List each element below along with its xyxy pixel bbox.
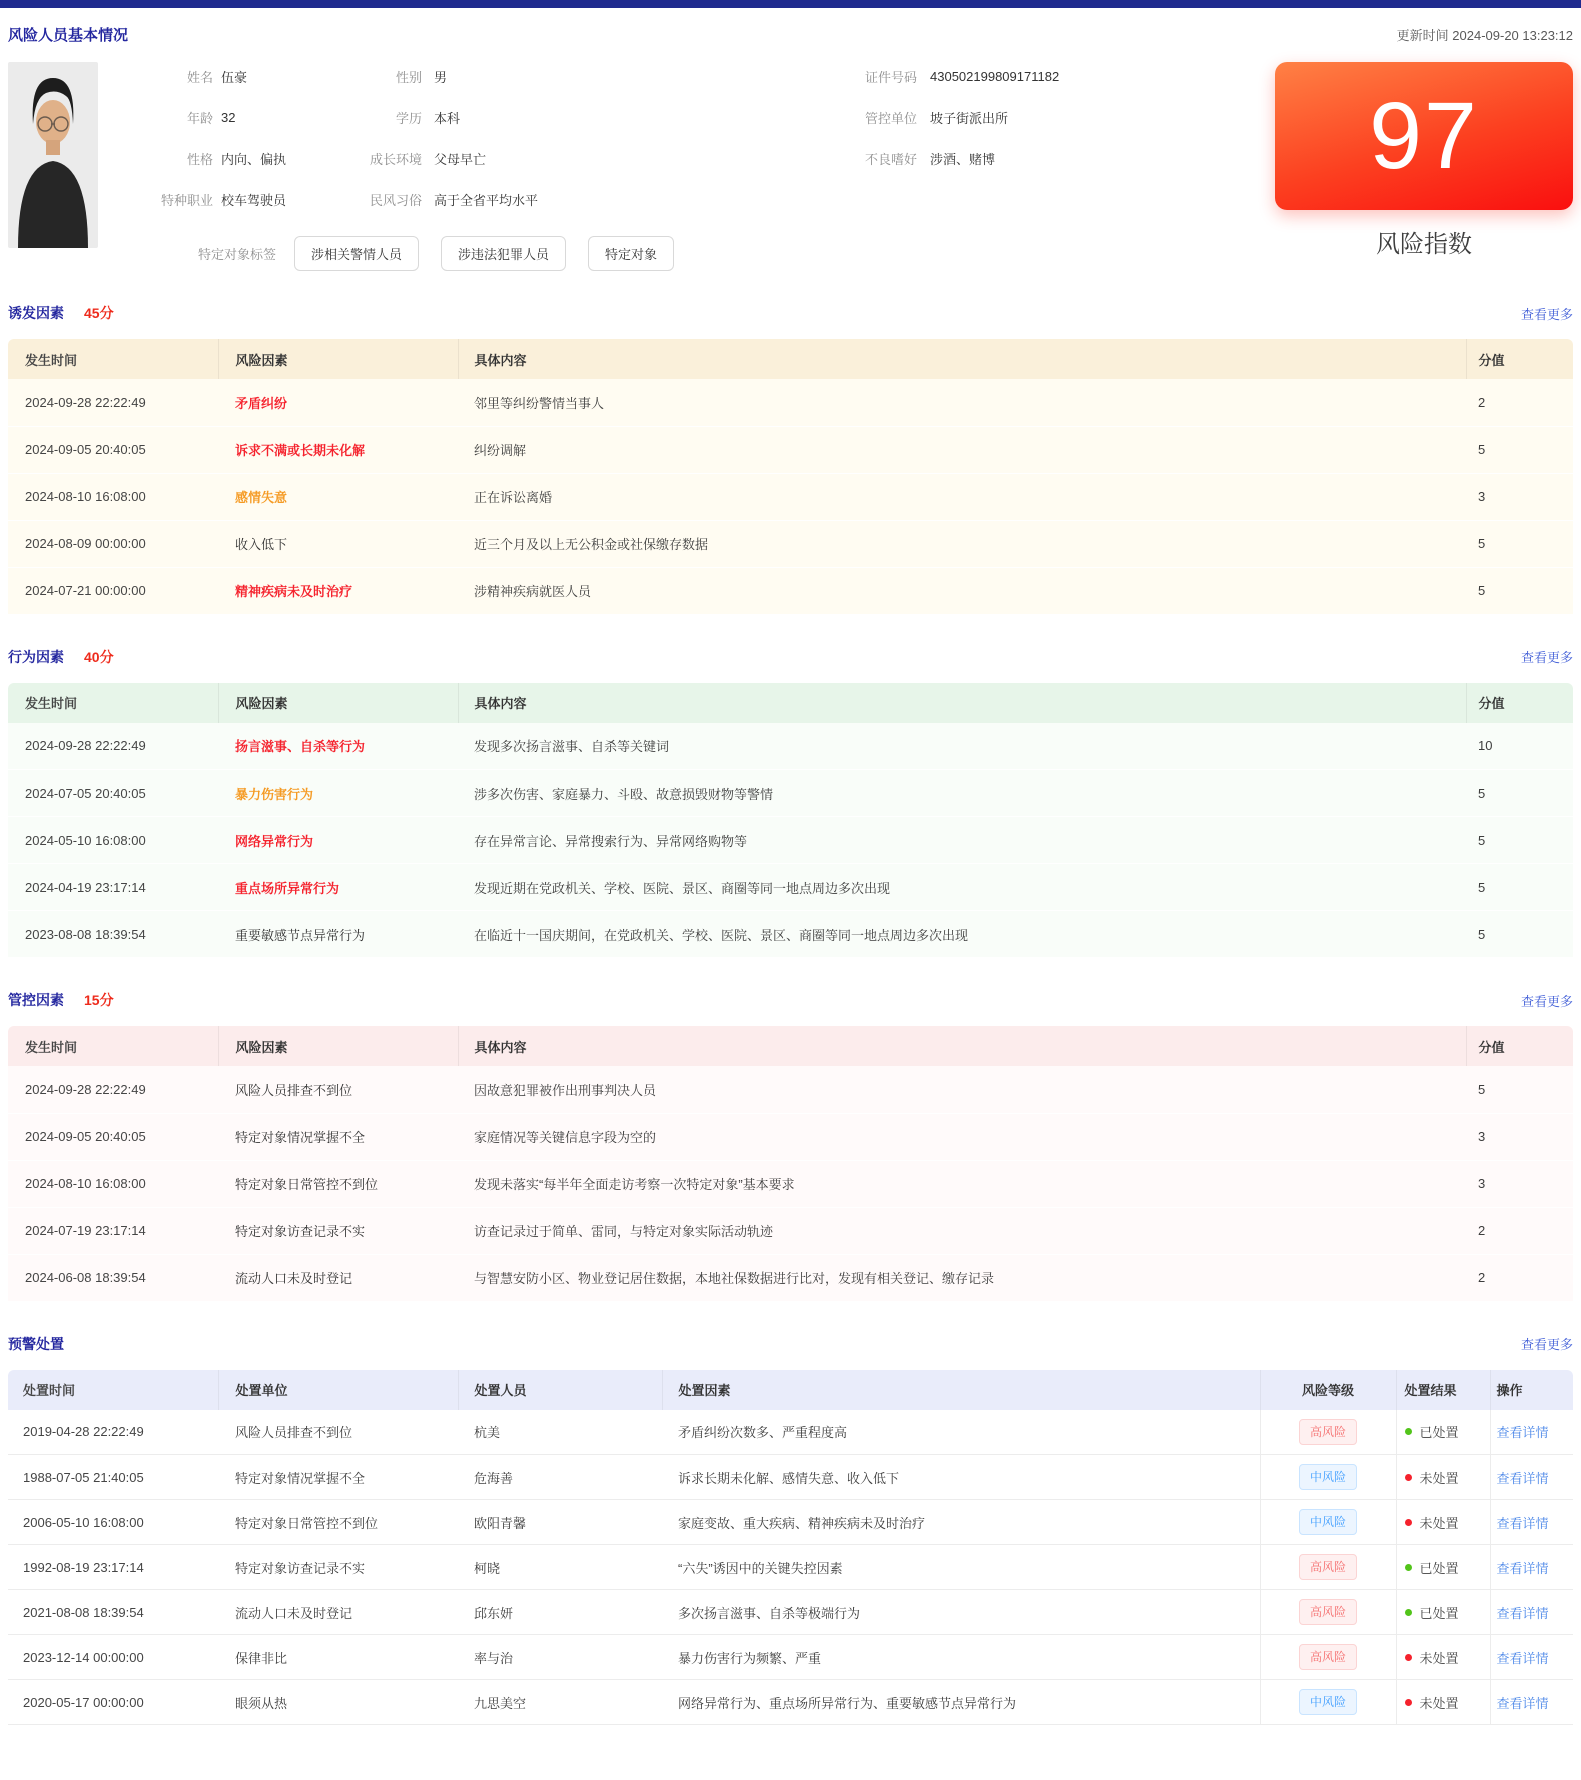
view-more-link[interactable]: 查看更多 — [1520, 306, 1573, 322]
table-row — [8, 817, 1573, 864]
table-row — [8, 426, 1573, 473]
view-detail-link[interactable]: 查看详情 — [1496, 1425, 1549, 1441]
update-time-label: 更新时间 — [1396, 27, 1449, 43]
table-row — [8, 1066, 1573, 1113]
score-cell: 5 — [1466, 1066, 1573, 1113]
field-label: 证件号码 — [864, 70, 917, 85]
field-label: 民风习俗 — [369, 193, 422, 208]
table-header-row — [8, 683, 1573, 723]
dispose-result-cell — [1396, 1410, 1490, 1455]
control-factors-table — [8, 1026, 1573, 1302]
occur-time-cell: 2024-05-10 16:08:00 — [8, 817, 218, 864]
dispose-factor-cell: 矛盾纠纷次数多、严重程度高 — [662, 1410, 1260, 1455]
col-occur-time: 发生时间 — [8, 339, 218, 379]
status-dot-icon — [1405, 1654, 1412, 1661]
dispose-result — [1405, 1603, 1459, 1622]
profile-field-row — [8, 97, 1248, 138]
status-dot-icon — [1405, 1519, 1412, 1526]
view-detail-link[interactable]: 查看详情 — [1496, 1650, 1549, 1666]
section-score: 15分 — [84, 992, 114, 1008]
dispose-result — [1405, 1422, 1459, 1441]
tag-pill: 特定对象 — [588, 236, 674, 271]
field-value: 校车驾驶员 — [221, 193, 287, 208]
dispose-factor-cell: 网络异常行为、重点场所异常行为、重要敏感节点异常行为 — [662, 1680, 1260, 1725]
col-occur-time: 发生时间 — [8, 1026, 218, 1066]
field-value: 内向、偏执 — [221, 152, 287, 167]
detail-cell: 家庭情况等关键信息字段为空的 — [458, 1113, 1466, 1160]
risk-level-badge: 高风险 — [1299, 1599, 1357, 1625]
score-cell: 5 — [1466, 770, 1573, 817]
col-dispose-person: 处置人员 — [458, 1370, 662, 1410]
occur-time-cell: 2024-08-10 16:08:00 — [8, 473, 218, 520]
score-cell: 2 — [1466, 379, 1573, 426]
table-row — [8, 864, 1573, 911]
dispose-unit-cell: 流动人口未及时登记 — [218, 1590, 458, 1635]
field-value: 父母早亡 — [434, 152, 487, 167]
risk-score-value: 97 — [1369, 82, 1479, 189]
risk-level-cell — [1260, 1680, 1396, 1725]
status-dot-icon — [1405, 1609, 1412, 1616]
risk-score-label: 风险指数 — [1376, 231, 1472, 258]
risk-index-panel — [1275, 56, 1573, 259]
table-row — [8, 1590, 1573, 1635]
top-nav-bar — [0, 0, 1581, 8]
status-dot-icon — [1405, 1428, 1412, 1435]
risk-factor-cell: 流动人口未及时登记 — [218, 1254, 458, 1301]
score-cell: 5 — [1466, 817, 1573, 864]
field-label: 姓名 — [186, 70, 213, 85]
table-row — [8, 1680, 1573, 1725]
detail-cell: 正在诉讼离婚 — [458, 473, 1466, 520]
risk-level-cell — [1260, 1590, 1396, 1635]
occur-time-cell: 2024-09-28 22:22:49 — [8, 723, 218, 770]
score-cell: 3 — [1466, 473, 1573, 520]
score-cell: 5 — [1466, 911, 1573, 958]
table-row — [8, 1635, 1573, 1680]
view-more-link[interactable]: 查看更多 — [1520, 993, 1573, 1009]
occur-time-cell: 2024-09-28 22:22:49 — [8, 379, 218, 426]
occur-time-cell: 2023-08-08 18:39:54 — [8, 911, 218, 958]
dispose-person-cell: 危海善 — [458, 1455, 662, 1500]
risk-score-box — [1275, 62, 1573, 210]
dispose-person-cell: 九思美空 — [458, 1680, 662, 1725]
table-row — [8, 379, 1573, 426]
status-text: 未处置 — [1419, 1650, 1459, 1666]
table-header-row — [8, 1370, 1573, 1410]
dispose-time-cell: 2021-08-08 18:39:54 — [8, 1590, 218, 1635]
section-title: 预警处置 — [8, 1335, 64, 1352]
profile-fields — [8, 56, 1248, 220]
dispose-person-cell: 杭美 — [458, 1410, 662, 1455]
update-time — [1397, 25, 1573, 44]
col-detail: 具体内容 — [458, 339, 1466, 379]
risk-factor-cell: 精神疾病未及时治疗 — [218, 567, 458, 614]
occur-time-cell: 2024-08-09 00:00:00 — [8, 520, 218, 567]
profile-panel — [8, 56, 1573, 271]
section-alert-disposal-header — [8, 1334, 1573, 1354]
risk-factor-cell: 重点场所异常行为 — [218, 864, 458, 911]
table-row — [8, 1254, 1573, 1301]
tag-pill: 涉违法犯罪人员 — [441, 236, 566, 271]
view-more-link[interactable]: 查看更多 — [1520, 1337, 1573, 1352]
field-value: 涉酒、赌博 — [930, 152, 996, 167]
status-dot-icon — [1405, 1474, 1412, 1481]
section-title: 诱发因素 — [8, 305, 64, 321]
status-text: 已处置 — [1419, 1425, 1459, 1441]
tag-pill: 涉相关警情人员 — [294, 236, 419, 271]
table-row — [8, 567, 1573, 614]
detail-cell: 发现多次扬言滋事、自杀等关键词 — [458, 723, 1466, 770]
dispose-unit-cell: 眼须从热 — [218, 1680, 458, 1725]
field-label: 不良嗜好 — [864, 152, 917, 167]
action-cell — [1490, 1545, 1573, 1590]
field-value: 伍豪 — [221, 70, 248, 85]
view-detail-link[interactable]: 查看详情 — [1496, 1515, 1549, 1531]
table-row — [8, 770, 1573, 817]
col-risk-factor: 风险因素 — [218, 1026, 458, 1066]
risk-level-cell — [1260, 1455, 1396, 1500]
dispose-unit-cell: 特定对象情况掌握不全 — [218, 1455, 458, 1500]
person-photo — [8, 62, 98, 248]
col-dispose-factor: 处置因素 — [662, 1370, 1260, 1410]
occur-time-cell: 2024-08-10 16:08:00 — [8, 1160, 218, 1207]
dispose-person-cell: 柯晓 — [458, 1545, 662, 1590]
alert-disposal-table — [8, 1370, 1573, 1726]
dispose-time-cell: 2019-04-28 22:22:49 — [8, 1410, 218, 1455]
occur-time-cell: 2024-09-05 20:40:05 — [8, 1113, 218, 1160]
view-detail-link[interactable]: 查看详情 — [1496, 1695, 1549, 1711]
detail-cell: 与智慧安防小区、物业登记居住数据，本地社保数据进行比对，发现有相关登记、缴存记录 — [458, 1254, 1466, 1301]
dispose-result — [1405, 1468, 1459, 1487]
trigger-factors-table — [8, 339, 1573, 615]
risk-level-cell — [1260, 1410, 1396, 1455]
risk-factor-cell: 感情失意 — [218, 473, 458, 520]
field-value: 坡子街派出所 — [930, 111, 1009, 126]
field-value: 本科 — [434, 111, 461, 126]
table-row — [8, 1113, 1573, 1160]
dispose-factor-cell: 家庭变故、重大疾病、精神疾病未及时治疗 — [662, 1500, 1260, 1545]
field-label: 年龄 — [186, 111, 213, 126]
dispose-time-cell: 2023-12-14 00:00:00 — [8, 1635, 218, 1680]
view-detail-link[interactable]: 查看详情 — [1496, 1470, 1549, 1486]
dispose-time-cell: 2006-05-10 16:08:00 — [8, 1500, 218, 1545]
view-detail-link[interactable]: 查看详情 — [1496, 1605, 1549, 1621]
field-label: 成长环境 — [369, 152, 422, 167]
risk-factor-cell: 特定对象访查记录不实 — [218, 1207, 458, 1254]
detail-cell: 邻里等纠纷警情当事人 — [458, 379, 1466, 426]
action-cell — [1490, 1500, 1573, 1545]
section-trigger-factors-header — [8, 303, 1573, 323]
detail-cell: 存在异常言论、异常搜索行为、异常网络购物等 — [458, 817, 1466, 864]
dispose-unit-cell: 特定对象日常管控不到位 — [218, 1500, 458, 1545]
action-cell — [1490, 1635, 1573, 1680]
dispose-person-cell: 欧阳青馨 — [458, 1500, 662, 1545]
occur-time-cell: 2024-09-28 22:22:49 — [8, 1066, 218, 1113]
table-row — [8, 1545, 1573, 1590]
field-value: 32 — [221, 110, 236, 125]
detail-cell: 访查记录过于简单、雷同，与特定对象实际活动轨迹 — [458, 1207, 1466, 1254]
risk-factor-cell: 风险人员排查不到位 — [218, 1066, 458, 1113]
score-cell: 5 — [1466, 864, 1573, 911]
dispose-unit-cell: 特定对象访查记录不实 — [218, 1545, 458, 1590]
field-value: 430502199809171182 — [930, 69, 1060, 84]
table-row — [8, 1500, 1573, 1545]
update-time-value: 2024-09-20 13:23:12 — [1452, 27, 1573, 43]
score-cell: 10 — [1466, 723, 1573, 770]
dispose-time-cell: 1992-08-19 23:17:14 — [8, 1545, 218, 1590]
risk-factor-cell: 诉求不满或长期未化解 — [218, 426, 458, 473]
occur-time-cell: 2024-07-05 20:40:05 — [8, 770, 218, 817]
detail-cell: 发现近期在党政机关、学校、医院、景区、商圈等同一地点周边多次出现 — [458, 864, 1466, 911]
occur-time-cell: 2024-04-19 23:17:14 — [8, 864, 218, 911]
col-score: 分值 — [1466, 339, 1573, 379]
col-dispose-time: 处置时间 — [8, 1370, 218, 1410]
occur-time-cell: 2024-06-08 18:39:54 — [8, 1254, 218, 1301]
occur-time-cell: 2024-09-05 20:40:05 — [8, 426, 218, 473]
action-cell — [1490, 1455, 1573, 1500]
table-row — [8, 520, 1573, 567]
detail-cell: 纠纷调解 — [458, 426, 1466, 473]
action-cell — [1490, 1680, 1573, 1725]
dispose-factor-cell: 多次扬言滋事、自杀等极端行为 — [662, 1590, 1260, 1635]
occur-time-cell: 2024-07-19 23:17:14 — [8, 1207, 218, 1254]
col-dispose-result: 处置结果 — [1396, 1370, 1490, 1410]
field-value: 男 — [434, 70, 448, 85]
field-label: 管控单位 — [864, 111, 917, 126]
risk-level-badge: 中风险 — [1299, 1689, 1357, 1715]
dispose-result — [1405, 1693, 1459, 1712]
table-row — [8, 1455, 1573, 1500]
detail-cell: 因故意犯罪被作出刑事判决人员 — [458, 1066, 1466, 1113]
profile-field-row — [8, 138, 1248, 179]
score-cell: 5 — [1466, 426, 1573, 473]
risk-factor-cell: 特定对象日常管控不到位 — [218, 1160, 458, 1207]
behavior-factors-table — [8, 683, 1573, 959]
dispose-time-cell: 1988-07-05 21:40:05 — [8, 1455, 218, 1500]
status-text: 未处置 — [1419, 1515, 1459, 1531]
status-dot-icon — [1405, 1699, 1412, 1706]
field-label: 学历 — [395, 111, 422, 126]
risk-level-badge: 高风险 — [1299, 1644, 1357, 1670]
dispose-result-cell — [1396, 1500, 1490, 1545]
view-detail-link[interactable]: 查看详情 — [1496, 1560, 1549, 1576]
dispose-result-cell — [1396, 1455, 1490, 1500]
detail-cell: 近三个月及以上无公积金或社保缴存数据 — [458, 520, 1466, 567]
score-cell: 3 — [1466, 1160, 1573, 1207]
section-behavior-factors-header — [8, 647, 1573, 667]
status-text: 已处置 — [1419, 1605, 1459, 1621]
dispose-factor-cell: 诉求长期未化解、感情失意、收入低下 — [662, 1455, 1260, 1500]
tags-label: 特定对象标签 — [197, 247, 276, 262]
dispose-result — [1405, 1558, 1459, 1577]
field-label: 性格 — [186, 152, 213, 167]
dispose-factor-cell: 暴力伤害行为频繁、严重 — [662, 1635, 1260, 1680]
action-cell — [1490, 1590, 1573, 1635]
col-risk-factor: 风险因素 — [218, 683, 458, 723]
field-value: 高于全省平均水平 — [434, 193, 539, 208]
risk-level-badge: 高风险 — [1299, 1419, 1357, 1445]
detail-cell: 在临近十一国庆期间，在党政机关、学校、医院、景区、商圈等同一地点周边多次出现 — [458, 911, 1466, 958]
risk-factor-cell: 暴力伤害行为 — [218, 770, 458, 817]
risk-factor-cell: 扬言滋事、自杀等行为 — [218, 723, 458, 770]
detail-cell: 涉多次伤害、家庭暴力、斗殴、故意损毁财物等警情 — [458, 770, 1466, 817]
score-cell: 5 — [1466, 567, 1573, 614]
dispose-result — [1405, 1513, 1459, 1532]
table-header-row — [8, 339, 1573, 379]
section-score: 45分 — [84, 305, 114, 321]
risk-level-cell — [1260, 1500, 1396, 1545]
risk-factor-cell: 矛盾纠纷 — [218, 379, 458, 426]
risk-factor-cell: 收入低下 — [218, 520, 458, 567]
profile-field-row — [8, 179, 1248, 220]
col-risk-level: 风险等级 — [1260, 1370, 1396, 1410]
table-header-row — [8, 1026, 1573, 1066]
dispose-unit-cell: 保律非比 — [218, 1635, 458, 1680]
view-more-link[interactable]: 查看更多 — [1520, 650, 1573, 665]
section-title: 行为因素 — [8, 648, 64, 665]
col-score: 分值 — [1466, 1026, 1573, 1066]
section-score: 40分 — [84, 648, 114, 665]
col-score: 分值 — [1466, 683, 1573, 723]
col-action: 操作 — [1490, 1370, 1573, 1410]
col-detail: 具体内容 — [458, 1026, 1466, 1066]
status-text: 未处置 — [1419, 1470, 1459, 1486]
detail-cell: 涉精神疾病就医人员 — [458, 567, 1466, 614]
section-title: 管控因素 — [8, 992, 64, 1008]
field-label: 性别 — [395, 70, 422, 85]
dispose-result-cell — [1396, 1680, 1490, 1725]
risk-level-badge: 中风险 — [1299, 1464, 1357, 1490]
score-cell: 2 — [1466, 1207, 1573, 1254]
dispose-factor-cell: “六失”诱因中的关键失控因素 — [662, 1545, 1260, 1590]
action-cell — [1490, 1410, 1573, 1455]
risk-factor-cell: 重要敏感节点异常行为 — [218, 911, 458, 958]
table-row — [8, 1410, 1573, 1455]
risk-level-cell — [1260, 1635, 1396, 1680]
table-row — [8, 911, 1573, 958]
col-occur-time: 发生时间 — [8, 683, 218, 723]
status-dot-icon — [1405, 1564, 1412, 1571]
profile-field-row — [8, 56, 1248, 97]
risk-level-cell — [1260, 1545, 1396, 1590]
risk-factor-cell: 网络异常行为 — [218, 817, 458, 864]
col-dispose-unit: 处置单位 — [218, 1370, 458, 1410]
dispose-time-cell: 2020-05-17 00:00:00 — [8, 1680, 218, 1725]
section-control-factors-header — [8, 990, 1573, 1010]
risk-factor-cell: 特定对象情况掌握不全 — [218, 1113, 458, 1160]
field-label: 特种职业 — [160, 193, 213, 208]
table-row — [8, 723, 1573, 770]
col-detail: 具体内容 — [458, 683, 1466, 723]
dispose-result-cell — [1396, 1590, 1490, 1635]
detail-cell: 发现未落实“每半年全面走访考察一次特定对象”基本要求 — [458, 1160, 1466, 1207]
dispose-unit-cell: 风险人员排查不到位 — [218, 1410, 458, 1455]
dispose-person-cell: 率与治 — [458, 1635, 662, 1680]
score-cell: 3 — [1466, 1113, 1573, 1160]
dispose-result-cell — [1396, 1635, 1490, 1680]
table-row — [8, 1207, 1573, 1254]
tags-list — [294, 236, 674, 271]
status-text: 未处置 — [1419, 1695, 1459, 1711]
col-risk-factor: 风险因素 — [218, 339, 458, 379]
status-text: 已处置 — [1419, 1560, 1459, 1576]
score-cell: 5 — [1466, 520, 1573, 567]
dispose-result — [1405, 1648, 1459, 1667]
score-cell: 2 — [1466, 1254, 1573, 1301]
risk-level-badge: 中风险 — [1299, 1509, 1357, 1535]
occur-time-cell: 2024-07-21 00:00:00 — [8, 567, 218, 614]
page-title: 风险人员基本情况 — [8, 26, 129, 44]
person-photo-image — [8, 62, 98, 248]
dispose-result-cell — [1396, 1545, 1490, 1590]
risk-level-badge: 高风险 — [1299, 1554, 1357, 1580]
table-row — [8, 473, 1573, 520]
dispose-person-cell: 邱东妍 — [458, 1590, 662, 1635]
table-row — [8, 1160, 1573, 1207]
